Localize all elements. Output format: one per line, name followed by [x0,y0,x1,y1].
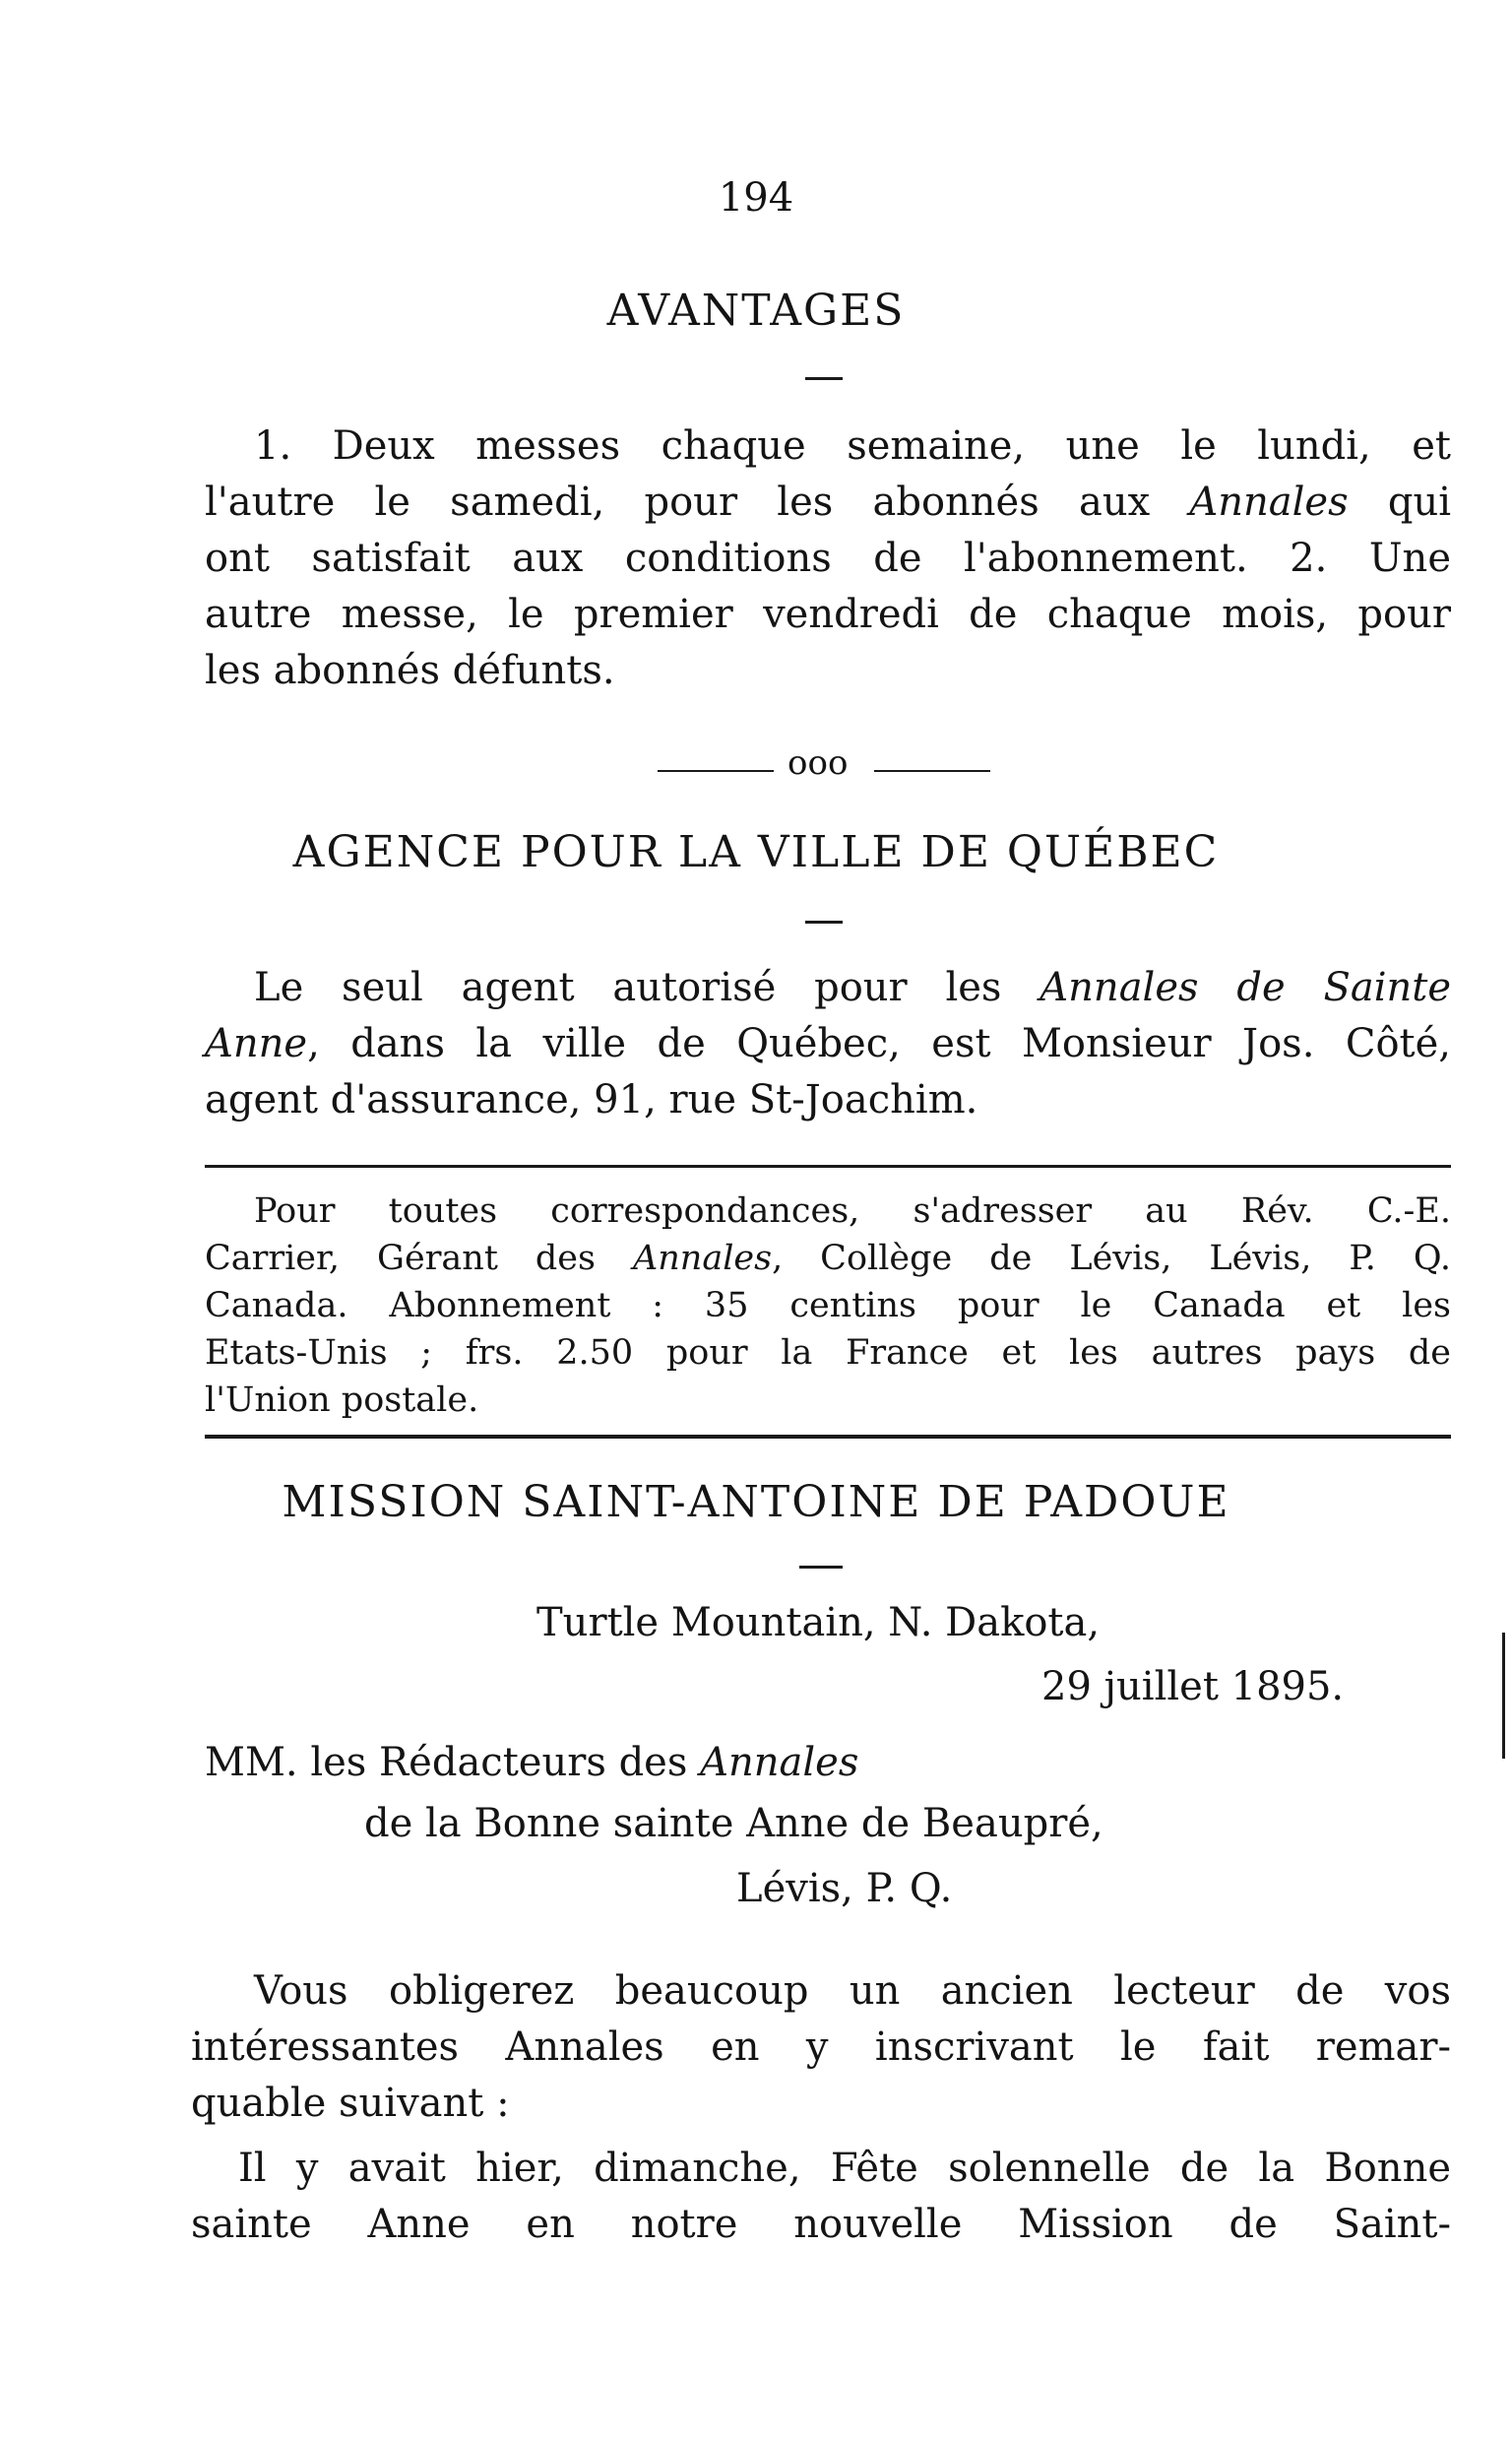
heading-dash [799,1566,843,1569]
separator-ooo: ooo [788,743,849,783]
letter-para1-line-1: Vous obligerez beaucoup un ancien lecteur de vos [254,1968,1451,2014]
heading-dash [805,377,843,380]
letter-address-line-1: MM. les Rédacteurs des Annales [205,1740,859,1785]
agence-line-3: agent d'assurance, 91, rue St-Joachim. [205,1077,978,1123]
heading-dash [805,921,843,924]
avantages-line-3: ont satisfait aux conditions de l'abonnement. 2. Une [205,536,1451,581]
letter-para1-line-3: quable suivant : [191,2081,510,2126]
letter-para2-line-2: sainte Anne en notre nouvelle Mission de Saint- [191,2202,1451,2247]
separator-right-dash [874,770,990,772]
correspondance-line-4: Etats-Unis ; frs. 2.50 pour la France et les autres pays de [205,1333,1451,1373]
correspondance-line-5: l'Union postale. [205,1381,479,1420]
agence-line-2: Anne, dans la ville de Québec, est Monsieur Jos. Côté, [205,1021,1451,1066]
margin-mark [1502,1633,1505,1759]
avantages-line-1: 1. Deux messes chaque semaine, une le lundi, et [254,423,1451,469]
avantages-line-2: l'autre le samedi, pour les abonnés aux Annales qui [205,480,1452,525]
correspondance-line-2: Carrier, Gérant des Annales, Collège de Lévis, Lévis, P. Q. [205,1239,1452,1278]
avantages-line-5: les abonnés défunts. [205,648,615,693]
agence-heading: AGENCE POUR LA VILLE DE QUÉBEC [292,827,1220,877]
avantages-line-4: autre messe, le premier vendredi de chaque mois, pour [205,592,1451,637]
letter-place: Turtle Mountain, N. Dakota, [536,1600,1101,1645]
letter-address-line-3: Lévis, P. Q. [736,1866,953,1911]
letter-para2-line-1: Il y avait hier, dimanche, Fête solennelle de la Bonne [238,2146,1451,2191]
agence-line-1: Le seul agent autorisé pour les Annales de Sainte [254,965,1451,1010]
horizontal-rule [205,1165,1451,1168]
separator-left-dash [658,770,774,772]
correspondance-line-3: Canada. Abonnement : 35 centins pour le Canada et les [205,1286,1451,1325]
page-number: 194 [718,175,794,221]
letter-date: 29 juillet 1895. [1041,1664,1345,1709]
letter-address-line-2: de la Bonne sainte Anne de Beaupré, [364,1801,1103,1846]
correspondance-line-1: Pour toutes correspondances, s'adresser au Rév. C.-E. [254,1191,1451,1231]
horizontal-rule [205,1435,1451,1439]
mission-heading: MISSION SAINT-ANTOINE DE PADOUE [282,1477,1230,1527]
avantages-heading: AVANTAGES [606,286,906,336]
letter-para1-line-2: intéressantes Annales en y inscrivant le fait remar- [191,2024,1451,2070]
